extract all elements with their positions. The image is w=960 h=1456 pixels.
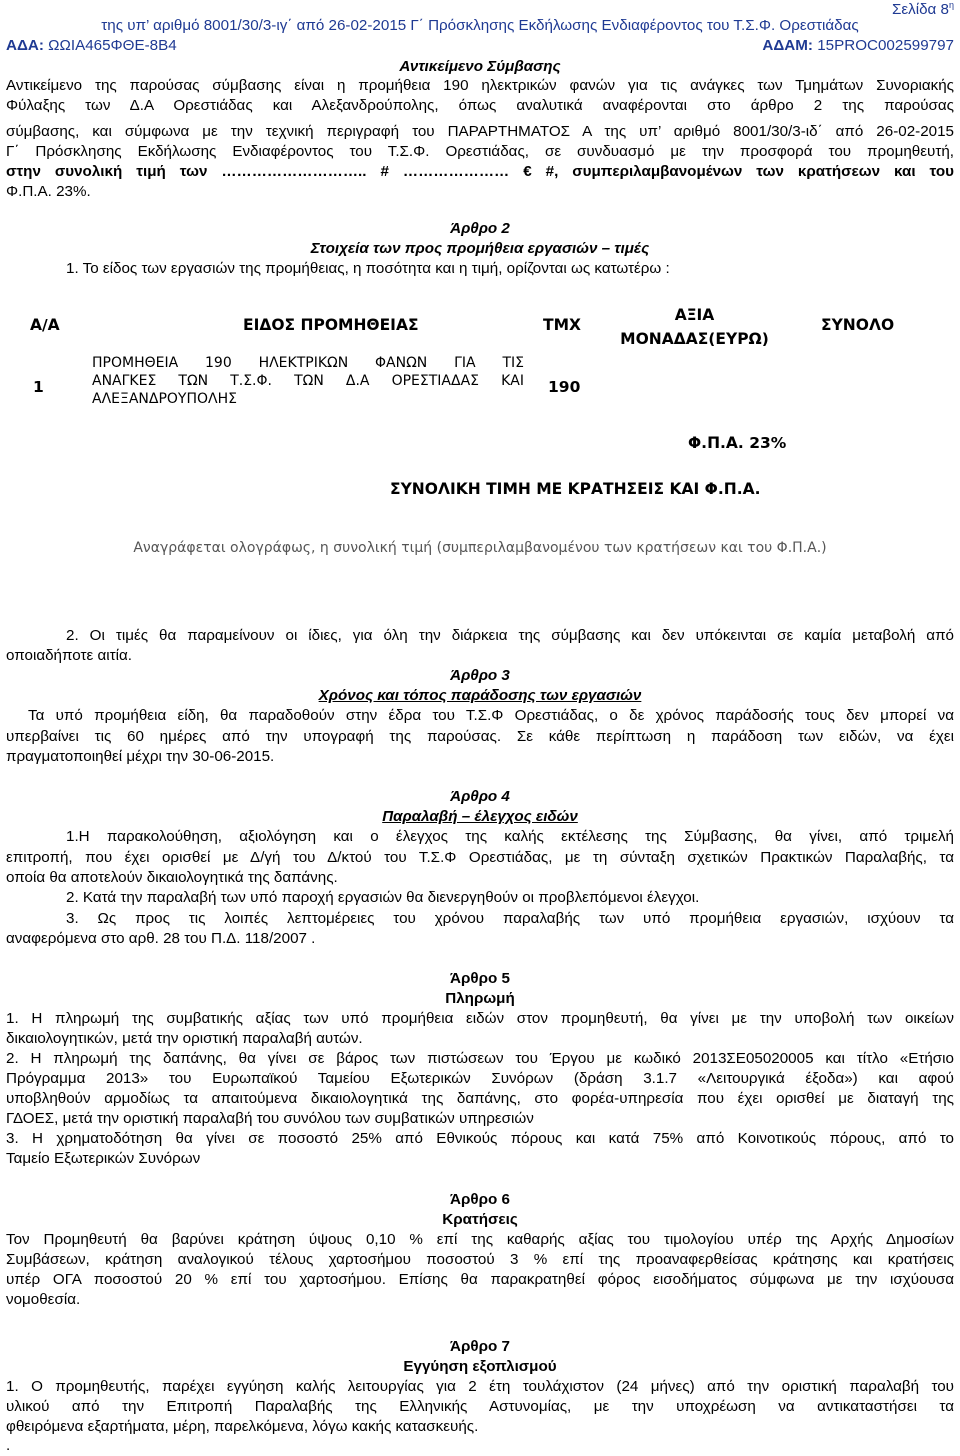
article-4-para-1-line-1: 1.Η παρακολούθηση, αξιολόγηση και ο έλεγχος της καλής εκτέλεσης της Σύμβασης, θα γίνει, από τριμελή <box>66 828 954 845</box>
article-6-line-2: Συμβάσεων, κράτηση αναλογικού τέλους χαρτοσήμου ποσοστού 3 % επί της προαναφερθείσας κράτησης και κρατήσεις <box>6 1251 954 1268</box>
article-2-para-2-line-1: 2. Οι τιμές θα παραμείνουν οι ίδιες, για όλη την διάρκεια της σύμβασης και δεν υπόκεινται σε καμία μεταβολή από <box>66 627 954 644</box>
article-6-subtitle: Κρατήσεις <box>442 1211 518 1228</box>
article-4-para-2: 2. Κατά την παραλαβή των υπό παροχή εργασιών θα διενεργηθούν οι προβλεπόμενοι έλεγχοι. <box>66 889 700 906</box>
col-header-unit-price-line-2: ΜΟΝΑΔΑΣ(ΕΥΡΩ) <box>620 330 769 348</box>
col-header-item: ΕΙΔΟΣ ΠΡΟΜΗΘΕΙΑΣ <box>243 316 419 334</box>
article-7-end-mark: . <box>6 1437 11 1454</box>
article-5-para-1-line-1: 1. Η πληρωμή της συμβατικής αξίας των υπό προμήθεια ειδών στον προμηθευτή, θα γίνει με την υποβολή των οικείων <box>6 1010 954 1027</box>
col-header-aa: Α/Α <box>30 316 60 334</box>
row-description-line-1: ΠΡΟΜΗΘΕΙΑ 190 ΗΛΕΚΤΡΙΚΩΝ ΦΑΝΩΝ ΓΙΑ ΤΙΣ <box>92 355 524 371</box>
total-in-words-note: Αναγράφεται ολογράφως, η συνολική τιμή (συμπεριλαμβανομένου των κρατήσεων και του Φ.Π.Α.) <box>133 540 827 556</box>
article-3-subtitle: Χρόνος και τόπος παράδοσης των εργασιών <box>318 687 642 704</box>
subject-line-4: Γ΄ Πρόσκλησης Εκδήλωσης Ενδιαφέροντος του Τ.Σ.Φ. Ορεστιάδας, σε συνδυασμό με την προσφορά του προμηθευτή, <box>6 143 954 160</box>
article-5-para-3-line-1: 3. Η χρηματοδότηση θα γίνει σε ποσοστό 25% από Εθνικούς πόρους και κατά 75% από Κοινοτικούς πόρους, από το <box>6 1130 954 1147</box>
article-4-subtitle: Παραλαβή – έλεγχος ειδών <box>382 808 578 825</box>
article-3-line-3: πραγματοποιηθεί μέχρι την 30-06-2015. <box>6 748 275 765</box>
article-2-subtitle: Στοιχεία των προς προμήθεια εργασιών – τιμές <box>310 240 650 257</box>
col-header-qty: ΤΜΧ <box>543 316 581 334</box>
subject-line-1: Αντικείμενο της παρούσας σύμβασης είναι η προμήθεια 190 ηλεκτρικών φανών για τις ανάγκες των Τμημάτων Συνοριακής <box>6 77 954 94</box>
article-2-para-2-line-2: οποιαδήποτε αιτία. <box>6 647 133 664</box>
subject-heading: Αντικείμενο Σύμβασης <box>399 58 561 75</box>
article-4-para-1-line-2: επιτροπή, που έχει ορισθεί με Δ/γή του Δ/κτού του Τ.Σ.Φ Ορεστιάδας, με τη σύνταξη σχετικών Πρακτικών Παραλαβής, τα <box>6 849 954 866</box>
row-description-line-2: ΑΝΑΓΚΕΣ ΤΩΝ Τ.Σ.Φ. ΤΩΝ Δ.Α ΟΡΕΣΤΙΑΔΑΣ ΚΑΙ <box>92 373 524 389</box>
header-reference: της υπ’ αριθμό 8001/30/3-ιγ΄ από 26-02-2015 Γ΄ Πρόσκλησης Εκδήλωσης Ενδιαφέροντος του Τ.Σ.Φ. Ορεστιάδας <box>101 17 859 34</box>
adam-value: 15PROC002599797 <box>817 37 954 54</box>
article-4-para-3-line-1: 3. Ως προς τις λοιπές λεπτομέρειες του χρόνου παραλαβής των υπό προμήθεια εργασιών, ισχύουν τα <box>66 910 954 927</box>
article-4-para-1-line-3: οποία θα αποτελούν δικαιολογητικά της δαπάνης. <box>6 869 338 886</box>
article-7-line-3: φθειρόμενα εξαρτήματα, μέρη, παρελκόμενα, λόγω κακής κατασκευής. <box>6 1418 479 1435</box>
article-4-title: Άρθρο 4 <box>450 788 510 805</box>
header-ids <box>6 36 954 55</box>
ada-block <box>6 36 177 55</box>
row-aa: 1 <box>33 378 44 396</box>
article-5-para-2-line-3: υποβληθούν αρμοδίως τα απαιτούμενα δικαιολογητικά της δαπάνης, στο φορέα-υπηρεσία που έχει ορισθεί με διαταγή της <box>6 1090 954 1107</box>
article-5-title: Άρθρο 5 <box>450 970 510 987</box>
article-6-line-1: Τον Προμηθευτή θα βαρύνει κράτηση ύψους 0,10 % επί της καθαρής αξίας του τιμολογίου υπέρ της Αρχής Δημοσίων <box>6 1231 954 1248</box>
subject-line-2: Φύλαξης των Δ.Α Ορεστιάδας και Αλεξανδρούπολης, όπως αναλυτικά αναφέρονται στο άρθρο 2 της παρούσας <box>6 97 954 114</box>
article-6-line-3: υπέρ ΟΓΑ ποσοστού 20 % επί του χαρτοσήμου. Επίσης θα παρακρατηθεί φόρος εισοδήματος σύμφωνα με την ισχύουσα <box>6 1271 954 1288</box>
article-5-para-2-line-1: 2. Η πληρωμή της δαπάνης, θα γίνει σε βάρος των πιστώσεων του Έργου με κωδικό 2013ΣΕ05020005 και τίτλο «Ετήσιο <box>6 1050 954 1067</box>
article-6-line-4: νομοθεσία. <box>6 1291 81 1308</box>
row-description-line-3: ΑΛΕΞΑΝΔΡΟΥΠΟΛΗΣ <box>92 391 237 407</box>
article-6-title: Άρθρο 6 <box>450 1191 510 1208</box>
article-2-title: Άρθρο 2 <box>450 220 510 237</box>
subject-total-line: στην συνολική τιμή των ……………………….. # ………………… € #, συμπεριλαμβανομένων των κρατήσεων και του <box>6 163 954 180</box>
article-4-para-3-line-2: αναφερόμενα στο αρθ. 28 του Π.Δ. 118/2007 . <box>6 930 316 947</box>
article-7-title: Άρθρο 7 <box>450 1338 510 1355</box>
article-5-subtitle: Πληρωμή <box>445 990 515 1007</box>
article-7-line-1: 1. Ο προμηθευτής, παρέχει εγγύηση καλής λειτουργίας για 2 έτη τουλάχιστον (24 μήνες) από την οριστική παραλαβή του <box>6 1378 954 1395</box>
article-5-para-1-line-2: δικαιολογητικών, μετά την οριστική παραλαβή αυτών. <box>6 1030 363 1047</box>
row-description <box>92 354 524 408</box>
table-vat: Φ.Π.Α. 23% <box>688 434 787 452</box>
col-header-unit-price <box>612 303 777 351</box>
page-label-sup: η <box>948 0 954 10</box>
article-5-para-3-line-2: Ταμείο Εξωτερικών Συνόρων <box>6 1150 201 1167</box>
article-3-line-2: υπερβαίνει τις 60 ημέρες από την υπογραφή της παρούσας. Σε κάθε περίπτωση η παράδοση των ειδών, να έχει <box>6 728 954 745</box>
row-qty: 190 <box>548 378 581 396</box>
table-grand-total: ΣΥΝΟΛΙΚΗ ΤΙΜΗ ΜΕ ΚΡΑΤΗΣΕΙΣ ΚΑΙ Φ.Π.Α. <box>390 480 761 498</box>
page-label: Σελίδα 8 <box>891 1 949 18</box>
subject-line-3: σύμβασης, και σύμφωνα με την τεχνική περιγραφή του ΠΑΡΑΡΤΗΜΑΤΟΣ Α της υπ’ αριθμό 8001/30/3-ιδ΄ από 26-02-2015 <box>6 123 954 140</box>
adam-block <box>762 36 954 55</box>
article-7-subtitle: Εγγύηση εξοπλισμού <box>403 1358 557 1375</box>
article-5-para-2-line-4: ΓΔΟΕΣ, μετά την οριστική παραλαβή του συνόλου των συμβατικών υπηρεσιών <box>6 1110 534 1127</box>
ada-label: ΑΔΑ: <box>6 37 44 54</box>
article-7-line-2: υλικού από την Επιτροπή Παραλαβής της Ελληνικής Αστυνομίας, με την υποχρέωση να αντικαταστήσει τα <box>6 1398 954 1415</box>
article-3-line-1: Τα υπό προμήθεια είδη, θα παραδοθούν στην έδρα του Τ.Σ.Φ Ορεστιάδας, ο δε χρόνος παράδοσής τους δεν μπορεί να <box>28 707 954 724</box>
subject-vat-line: Φ.Π.Α. 23%. <box>6 183 91 200</box>
adam-label: ΑΔΑΜ: <box>762 37 813 54</box>
ada-value: ΩΩΙΑ465ΦΘΕ-8Β4 <box>48 37 177 54</box>
article-5-para-2-line-2: Πρόγραμμα 2013» του Ευρωπαϊκού Ταμείου Εξωτερικών Συνόρων (δράση 3.1.7 «Λειτουργικά έξοδα») και αφού <box>6 1070 954 1087</box>
col-header-total: ΣΥΝΟΛΟ <box>821 316 895 334</box>
article-2-intro: 1. Το είδος των εργασιών της προμήθειας, η ποσότητα και η τιμή, ορίζονται ως κατωτέρω : <box>66 260 670 277</box>
article-3-title: Άρθρο 3 <box>450 667 510 684</box>
col-header-unit-price-line-1: ΑΞΙΑ <box>674 306 715 324</box>
